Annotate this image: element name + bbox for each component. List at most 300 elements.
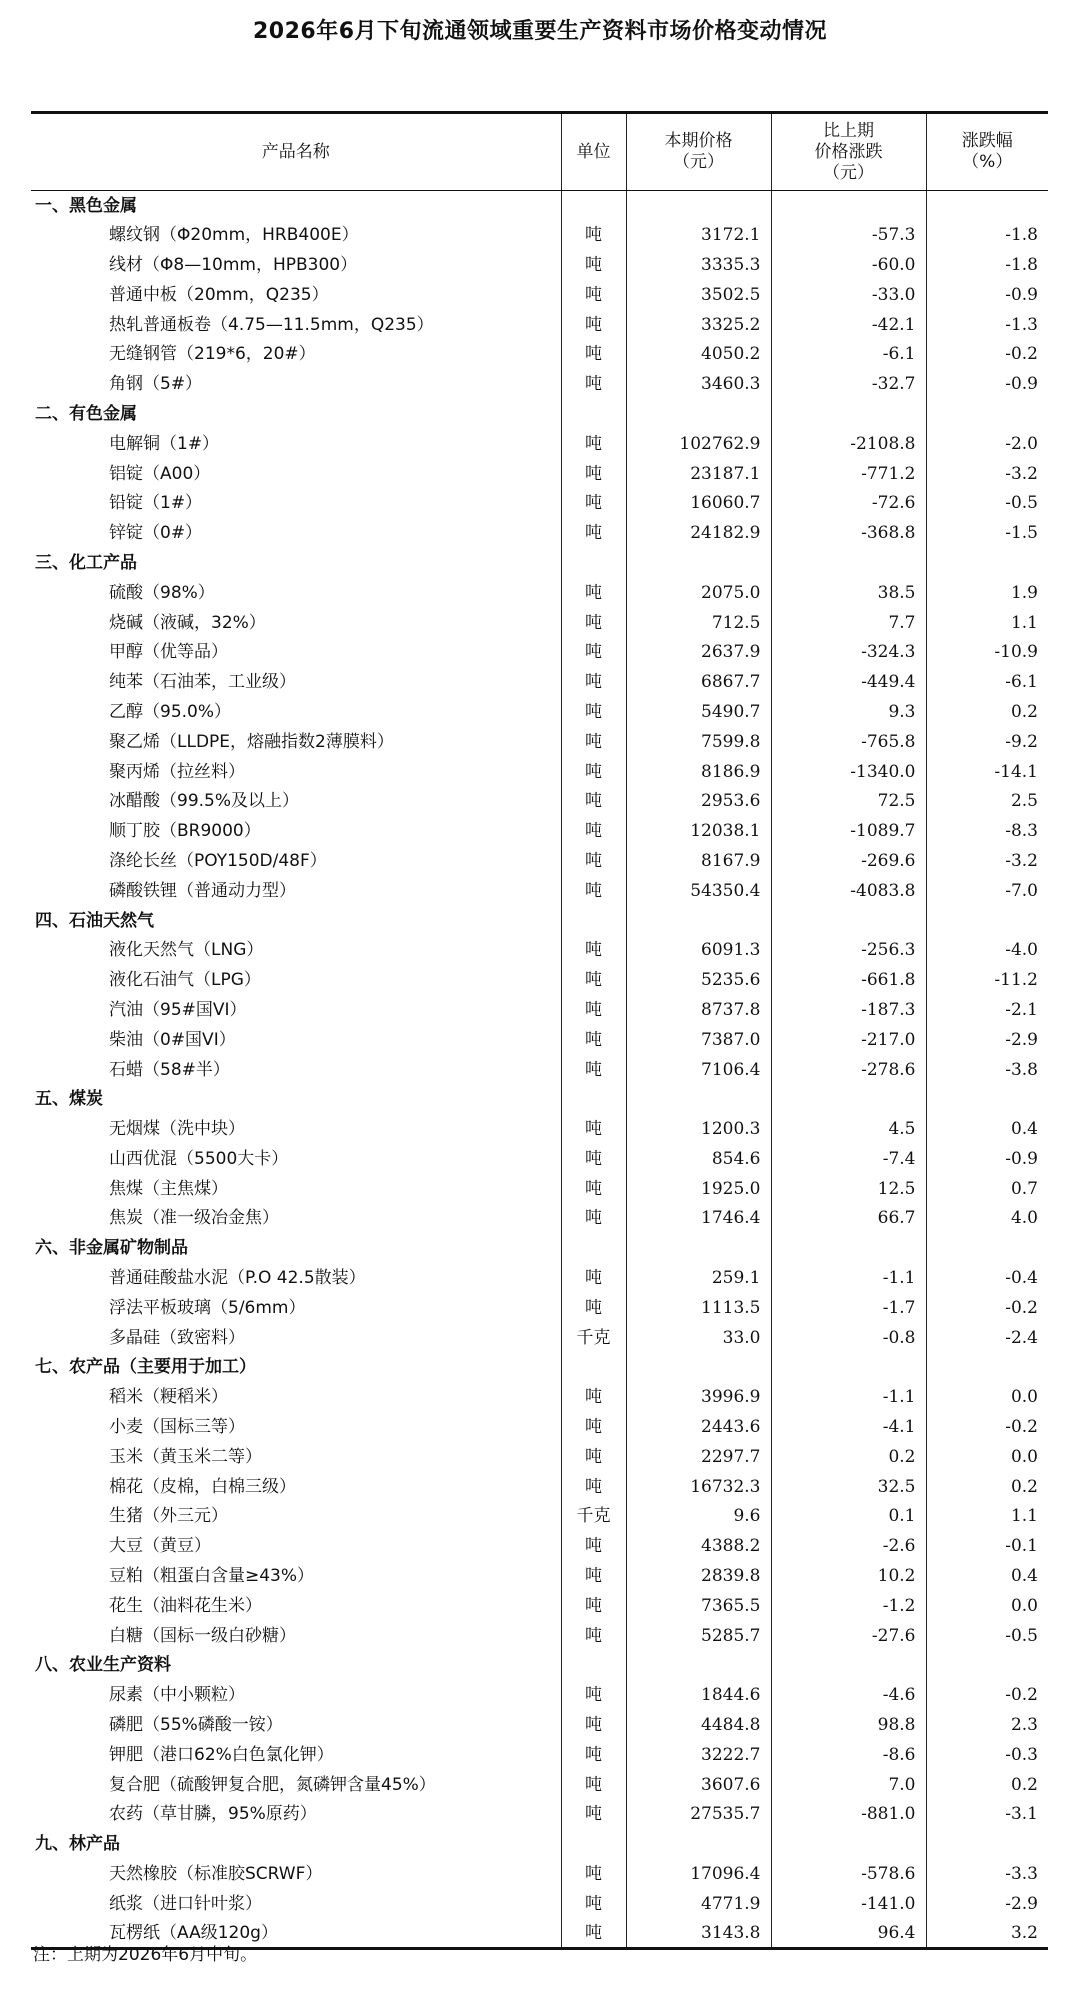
change-cell: 32.5 bbox=[771, 1472, 926, 1502]
price-cell-empty bbox=[626, 906, 771, 936]
unit-cell: 吨 bbox=[561, 1561, 626, 1591]
category-row bbox=[31, 1233, 1048, 1263]
price-cell: 259.1 bbox=[626, 1263, 771, 1293]
percent-cell-empty bbox=[926, 1084, 1048, 1114]
price-cell-empty bbox=[626, 1829, 771, 1859]
price-cell: 6867.7 bbox=[626, 667, 771, 697]
product-name: 柴油（0#国VI） bbox=[109, 1029, 236, 1050]
change-cell: -33.0 bbox=[771, 280, 926, 310]
header-current-price: 本期价格 （元） bbox=[626, 113, 771, 191]
change-cell: -368.8 bbox=[771, 518, 926, 548]
table-row bbox=[31, 935, 1048, 965]
unit-cell: 吨 bbox=[561, 1204, 626, 1234]
price-cell-empty bbox=[626, 399, 771, 429]
price-cell: 6091.3 bbox=[626, 935, 771, 965]
change-cell: 0.1 bbox=[771, 1502, 926, 1532]
price-cell: 1200.3 bbox=[626, 1114, 771, 1144]
percent-cell-empty bbox=[926, 548, 1048, 578]
table-row bbox=[31, 429, 1048, 459]
unit-cell: 吨 bbox=[561, 1263, 626, 1293]
percent-cell-empty bbox=[926, 1233, 1048, 1263]
unit-cell: 吨 bbox=[561, 1531, 626, 1561]
price-cell: 16060.7 bbox=[626, 488, 771, 518]
change-cell: -1.2 bbox=[771, 1591, 926, 1621]
table-row bbox=[31, 846, 1048, 876]
unit-cell: 吨 bbox=[561, 1710, 626, 1740]
change-cell: -881.0 bbox=[771, 1800, 926, 1830]
table-row bbox=[31, 1561, 1048, 1591]
table-row bbox=[31, 459, 1048, 489]
unit-cell: 千克 bbox=[561, 1323, 626, 1353]
table-row bbox=[31, 1770, 1048, 1800]
change-cell: -6.1 bbox=[771, 339, 926, 369]
product-name: 热轧普通板卷（4.75—11.5mm，Q235） bbox=[109, 314, 434, 335]
product-name: 瓦楞纸（AA级120g） bbox=[109, 1922, 278, 1943]
change-cell: 98.8 bbox=[771, 1710, 926, 1740]
table-row bbox=[31, 1293, 1048, 1323]
price-cell: 3335.3 bbox=[626, 250, 771, 280]
category-name: 三、化工产品 bbox=[35, 552, 137, 573]
change-cell: -2.6 bbox=[771, 1531, 926, 1561]
table-row bbox=[31, 697, 1048, 727]
product-name: 山西优混（5500大卡） bbox=[109, 1148, 289, 1169]
price-cell: 3172.1 bbox=[626, 220, 771, 250]
change-cell: -32.7 bbox=[771, 369, 926, 399]
change-cell: -1089.7 bbox=[771, 816, 926, 846]
table-row bbox=[31, 786, 1048, 816]
category-row bbox=[31, 906, 1048, 936]
table-row bbox=[31, 1591, 1048, 1621]
product-name: 棉花（皮棉，白棉三级） bbox=[109, 1476, 296, 1497]
unit-cell: 吨 bbox=[561, 1442, 626, 1472]
category-row bbox=[31, 1829, 1048, 1859]
product-name: 铅锭（1#） bbox=[109, 493, 203, 514]
percent-cell: -9.2 bbox=[926, 727, 1048, 757]
unit-cell-empty bbox=[561, 1829, 626, 1859]
price-cell: 3222.7 bbox=[626, 1740, 771, 1770]
product-name: 硫酸（98%） bbox=[109, 582, 215, 603]
percent-cell: 0.0 bbox=[926, 1591, 1048, 1621]
price-cell: 9.6 bbox=[626, 1502, 771, 1532]
price-cell: 3325.2 bbox=[626, 310, 771, 340]
table-row bbox=[31, 1621, 1048, 1651]
price-cell: 27535.7 bbox=[626, 1800, 771, 1830]
percent-cell: -0.5 bbox=[926, 488, 1048, 518]
price-cell: 1113.5 bbox=[626, 1293, 771, 1323]
category-row bbox=[31, 191, 1048, 221]
product-name: 电解铜（1#） bbox=[109, 433, 220, 454]
percent-cell: 0.4 bbox=[926, 1114, 1048, 1144]
percent-cell: -2.1 bbox=[926, 995, 1048, 1025]
price-cell: 33.0 bbox=[626, 1323, 771, 1353]
header-change-percent: 涨跌幅 （%） bbox=[926, 113, 1048, 191]
table-row bbox=[31, 876, 1048, 906]
change-cell: -578.6 bbox=[771, 1859, 926, 1889]
table-row bbox=[31, 1889, 1048, 1919]
table-row bbox=[31, 757, 1048, 787]
table-row bbox=[31, 1174, 1048, 1204]
table-row bbox=[31, 488, 1048, 518]
change-cell: -771.2 bbox=[771, 459, 926, 489]
table-row bbox=[31, 339, 1048, 369]
percent-cell: 0.2 bbox=[926, 1770, 1048, 1800]
product-name: 花生（油料花生米） bbox=[109, 1595, 262, 1616]
change-cell-empty bbox=[771, 906, 926, 936]
product-name: 汽油（95#国VI） bbox=[109, 999, 247, 1020]
table-row bbox=[31, 608, 1048, 638]
unit-cell: 吨 bbox=[561, 1412, 626, 1442]
product-name: 冰醋酸（99.5%及以上） bbox=[109, 791, 300, 812]
price-cell: 5285.7 bbox=[626, 1621, 771, 1651]
unit-cell: 千克 bbox=[561, 1502, 626, 1532]
table-body bbox=[31, 191, 1048, 1949]
table-row bbox=[31, 1502, 1048, 1532]
percent-cell-empty bbox=[926, 1829, 1048, 1859]
unit-cell: 吨 bbox=[561, 280, 626, 310]
percent-cell: 1.1 bbox=[926, 608, 1048, 638]
price-cell: 2637.9 bbox=[626, 637, 771, 667]
unit-cell: 吨 bbox=[561, 1293, 626, 1323]
percent-cell: 2.3 bbox=[926, 1710, 1048, 1740]
table-row bbox=[31, 518, 1048, 548]
table-row bbox=[31, 667, 1048, 697]
price-cell: 102762.9 bbox=[626, 429, 771, 459]
change-cell: -4.6 bbox=[771, 1680, 926, 1710]
table-row bbox=[31, 995, 1048, 1025]
price-cell-empty bbox=[626, 1353, 771, 1383]
product-name: 磷酸铁锂（普通动力型） bbox=[109, 880, 296, 901]
unit-cell: 吨 bbox=[561, 250, 626, 280]
percent-cell: -1.8 bbox=[926, 250, 1048, 280]
unit-cell: 吨 bbox=[561, 429, 626, 459]
unit-cell: 吨 bbox=[561, 1591, 626, 1621]
category-name: 九、林产品 bbox=[35, 1834, 120, 1855]
table-row bbox=[31, 1531, 1048, 1561]
percent-cell: -0.9 bbox=[926, 1144, 1048, 1174]
percent-cell-empty bbox=[926, 1651, 1048, 1681]
price-table bbox=[31, 111, 1048, 1950]
percent-cell: -0.9 bbox=[926, 280, 1048, 310]
category-name: 五、煤炭 bbox=[35, 1089, 103, 1110]
percent-cell: -1.8 bbox=[926, 220, 1048, 250]
unit-cell-empty bbox=[561, 1233, 626, 1263]
percent-cell: 0.2 bbox=[926, 697, 1048, 727]
product-name: 磷肥（55%磷酸一铵） bbox=[109, 1715, 283, 1736]
price-cell: 8737.8 bbox=[626, 995, 771, 1025]
product-name: 浮法平板玻璃（5/6mm） bbox=[109, 1297, 306, 1318]
table-row bbox=[31, 1740, 1048, 1770]
price-cell-empty bbox=[626, 1233, 771, 1263]
product-name: 无烟煤（洗中块） bbox=[109, 1119, 245, 1140]
change-cell: -269.6 bbox=[771, 846, 926, 876]
product-name: 普通中板（20mm，Q235） bbox=[109, 284, 329, 305]
product-name: 小麦（国标三等） bbox=[109, 1417, 245, 1438]
unit-cell: 吨 bbox=[561, 1859, 626, 1889]
unit-cell: 吨 bbox=[561, 1055, 626, 1085]
product-name: 涤纶长丝（POY150D/48F） bbox=[109, 850, 327, 871]
percent-cell: -3.8 bbox=[926, 1055, 1048, 1085]
percent-cell: 1.9 bbox=[926, 578, 1048, 608]
price-cell: 5490.7 bbox=[626, 697, 771, 727]
percent-cell: 0.0 bbox=[926, 1442, 1048, 1472]
table-row bbox=[31, 1025, 1048, 1055]
price-cell: 3143.8 bbox=[626, 1919, 771, 1949]
price-cell: 3996.9 bbox=[626, 1382, 771, 1412]
table-row bbox=[31, 1859, 1048, 1889]
percent-cell: -0.5 bbox=[926, 1621, 1048, 1651]
percent-cell: -11.2 bbox=[926, 965, 1048, 995]
category-row bbox=[31, 1353, 1048, 1383]
price-cell: 4771.9 bbox=[626, 1889, 771, 1919]
table-row bbox=[31, 1800, 1048, 1830]
price-cell: 1746.4 bbox=[626, 1204, 771, 1234]
percent-cell: 0.2 bbox=[926, 1472, 1048, 1502]
change-cell: -27.6 bbox=[771, 1621, 926, 1651]
product-name: 螺纹钢（Φ20mm，HRB400E） bbox=[109, 225, 359, 246]
price-cell: 3502.5 bbox=[626, 280, 771, 310]
change-cell: -217.0 bbox=[771, 1025, 926, 1055]
price-cell: 4050.2 bbox=[626, 339, 771, 369]
change-cell: -42.1 bbox=[771, 310, 926, 340]
change-cell: -1340.0 bbox=[771, 757, 926, 787]
percent-cell: -0.2 bbox=[926, 339, 1048, 369]
price-cell: 7387.0 bbox=[626, 1025, 771, 1055]
change-cell: 4.5 bbox=[771, 1114, 926, 1144]
change-cell: -1.1 bbox=[771, 1382, 926, 1412]
percent-cell: -0.2 bbox=[926, 1680, 1048, 1710]
unit-cell-empty bbox=[561, 399, 626, 429]
product-name: 顺丁胶（BR9000） bbox=[109, 821, 261, 842]
table-row bbox=[31, 578, 1048, 608]
product-name: 玉米（黄玉米二等） bbox=[109, 1446, 262, 1467]
percent-cell-empty bbox=[926, 191, 1048, 221]
category-row bbox=[31, 1651, 1048, 1681]
table-row bbox=[31, 310, 1048, 340]
unit-cell: 吨 bbox=[561, 518, 626, 548]
table-row bbox=[31, 1382, 1048, 1412]
unit-cell: 吨 bbox=[561, 1114, 626, 1144]
table-row bbox=[31, 1204, 1048, 1234]
unit-cell: 吨 bbox=[561, 488, 626, 518]
price-cell: 23187.1 bbox=[626, 459, 771, 489]
unit-cell: 吨 bbox=[561, 1621, 626, 1651]
unit-cell: 吨 bbox=[561, 1472, 626, 1502]
price-cell-empty bbox=[626, 1084, 771, 1114]
price-cell: 2297.7 bbox=[626, 1442, 771, 1472]
percent-cell: -3.2 bbox=[926, 459, 1048, 489]
product-name: 稻米（粳稻米） bbox=[109, 1387, 228, 1408]
percent-cell: 4.0 bbox=[926, 1204, 1048, 1234]
price-cell: 17096.4 bbox=[626, 1859, 771, 1889]
table-row bbox=[31, 727, 1048, 757]
product-name: 角钢（5#） bbox=[109, 374, 203, 395]
percent-cell: -1.5 bbox=[926, 518, 1048, 548]
unit-cell: 吨 bbox=[561, 1680, 626, 1710]
change-cell: 38.5 bbox=[771, 578, 926, 608]
product-name: 白糖（国标一级白砂糖） bbox=[109, 1625, 296, 1646]
product-name: 纯苯（石油苯，工业级） bbox=[109, 672, 296, 693]
unit-cell: 吨 bbox=[561, 459, 626, 489]
change-cell: -72.6 bbox=[771, 488, 926, 518]
table-row bbox=[31, 369, 1048, 399]
product-name: 钾肥（港口62%白色氯化钾） bbox=[109, 1744, 334, 1765]
price-cell: 8167.9 bbox=[626, 846, 771, 876]
table-row bbox=[31, 1323, 1048, 1353]
change-cell: -141.0 bbox=[771, 1889, 926, 1919]
percent-cell: -7.0 bbox=[926, 876, 1048, 906]
category-name: 二、有色金属 bbox=[35, 403, 137, 424]
unit-cell: 吨 bbox=[561, 1025, 626, 1055]
change-cell-empty bbox=[771, 1233, 926, 1263]
change-cell: 7.7 bbox=[771, 608, 926, 638]
unit-cell: 吨 bbox=[561, 637, 626, 667]
product-name: 尿素（中小颗粒） bbox=[109, 1685, 245, 1706]
product-name: 液化天然气（LNG） bbox=[109, 940, 264, 961]
percent-cell: -14.1 bbox=[926, 757, 1048, 787]
change-cell: 7.0 bbox=[771, 1770, 926, 1800]
product-name: 多晶硅（致密料） bbox=[109, 1327, 245, 1348]
percent-cell: -0.1 bbox=[926, 1531, 1048, 1561]
table-row bbox=[31, 250, 1048, 280]
change-cell: -2108.8 bbox=[771, 429, 926, 459]
percent-cell-empty bbox=[926, 1353, 1048, 1383]
unit-cell: 吨 bbox=[561, 667, 626, 697]
percent-cell: -8.3 bbox=[926, 816, 1048, 846]
page-title: 2026年6月下旬流通领域重要生产资料市场价格变动情况 bbox=[252, 19, 828, 44]
price-cell: 3607.6 bbox=[626, 1770, 771, 1800]
percent-cell: -3.2 bbox=[926, 846, 1048, 876]
product-name: 铝锭（A00） bbox=[109, 463, 211, 484]
change-cell: -661.8 bbox=[771, 965, 926, 995]
product-name: 聚丙烯（拉丝料） bbox=[109, 761, 245, 782]
change-cell-empty bbox=[771, 191, 926, 221]
product-name: 线材（Φ8—10mm，HPB300） bbox=[109, 254, 358, 275]
change-cell: -449.4 bbox=[771, 667, 926, 697]
unit-cell-empty bbox=[561, 1084, 626, 1114]
percent-cell: -3.3 bbox=[926, 1859, 1048, 1889]
change-cell: -765.8 bbox=[771, 727, 926, 757]
product-name: 农药（草甘膦，95%原药） bbox=[109, 1804, 317, 1825]
header-price-change: 比上期 价格涨跌 （元） bbox=[771, 113, 926, 191]
unit-cell: 吨 bbox=[561, 786, 626, 816]
change-cell: -278.6 bbox=[771, 1055, 926, 1085]
unit-cell: 吨 bbox=[561, 578, 626, 608]
table-row bbox=[31, 1263, 1048, 1293]
price-cell: 7106.4 bbox=[626, 1055, 771, 1085]
change-cell: -187.3 bbox=[771, 995, 926, 1025]
price-cell: 3460.3 bbox=[626, 369, 771, 399]
price-cell: 2953.6 bbox=[626, 786, 771, 816]
unit-cell: 吨 bbox=[561, 995, 626, 1025]
percent-cell: -2.0 bbox=[926, 429, 1048, 459]
product-name: 复合肥（硫酸钾复合肥，氮磷钾含量45%） bbox=[109, 1774, 436, 1795]
percent-cell: 2.5 bbox=[926, 786, 1048, 816]
unit-cell: 吨 bbox=[561, 1174, 626, 1204]
table-row bbox=[31, 1710, 1048, 1740]
product-name: 液化石油气（LPG） bbox=[109, 970, 261, 991]
category-row bbox=[31, 548, 1048, 578]
product-name: 生猪（外三元） bbox=[109, 1506, 228, 1527]
percent-cell: -0.4 bbox=[926, 1263, 1048, 1293]
percent-cell-empty bbox=[926, 906, 1048, 936]
table-row bbox=[31, 1442, 1048, 1472]
change-cell: 0.2 bbox=[771, 1442, 926, 1472]
percent-cell: -0.2 bbox=[926, 1293, 1048, 1323]
product-name: 焦炭（准一级冶金焦） bbox=[109, 1208, 279, 1229]
price-cell: 4484.8 bbox=[626, 1710, 771, 1740]
table-row bbox=[31, 1680, 1048, 1710]
change-cell-empty bbox=[771, 1829, 926, 1859]
unit-cell: 吨 bbox=[561, 1740, 626, 1770]
percent-cell: -2.4 bbox=[926, 1323, 1048, 1353]
table-row bbox=[31, 965, 1048, 995]
percent-cell: 0.7 bbox=[926, 1174, 1048, 1204]
price-cell: 7599.8 bbox=[626, 727, 771, 757]
change-cell: 9.3 bbox=[771, 697, 926, 727]
price-cell: 2839.8 bbox=[626, 1561, 771, 1591]
price-cell-empty bbox=[626, 548, 771, 578]
product-name: 聚乙烯（LLDPE，熔融指数2薄膜料） bbox=[109, 731, 394, 752]
unit-cell: 吨 bbox=[561, 757, 626, 787]
unit-cell: 吨 bbox=[561, 220, 626, 250]
table-row bbox=[31, 637, 1048, 667]
change-cell: 10.2 bbox=[771, 1561, 926, 1591]
change-cell: -7.4 bbox=[771, 1144, 926, 1174]
product-name: 石蜡（58#半） bbox=[109, 1059, 230, 1080]
price-cell: 2075.0 bbox=[626, 578, 771, 608]
category-row bbox=[31, 1084, 1048, 1114]
price-cell: 54350.4 bbox=[626, 876, 771, 906]
unit-cell: 吨 bbox=[561, 965, 626, 995]
unit-cell: 吨 bbox=[561, 1889, 626, 1919]
change-cell-empty bbox=[771, 399, 926, 429]
product-name: 豆粕（粗蛋白含量≥43%） bbox=[109, 1566, 315, 1587]
percent-cell: 3.2 bbox=[926, 1919, 1048, 1949]
percent-cell: -2.9 bbox=[926, 1889, 1048, 1919]
price-cell: 5235.6 bbox=[626, 965, 771, 995]
percent-cell: -10.9 bbox=[926, 637, 1048, 667]
percent-cell: -6.1 bbox=[926, 667, 1048, 697]
price-cell: 854.6 bbox=[626, 1144, 771, 1174]
percent-cell: -4.0 bbox=[926, 935, 1048, 965]
price-cell: 1844.6 bbox=[626, 1680, 771, 1710]
unit-cell-empty bbox=[561, 1651, 626, 1681]
percent-cell: -1.3 bbox=[926, 310, 1048, 340]
table-row bbox=[31, 1055, 1048, 1085]
product-name: 大豆（黄豆） bbox=[109, 1536, 211, 1557]
price-cell-empty bbox=[626, 191, 771, 221]
change-cell: -4.1 bbox=[771, 1412, 926, 1442]
header-product-name: 产品名称 bbox=[31, 113, 561, 191]
category-name: 八、农业生产资料 bbox=[35, 1655, 171, 1676]
category-row bbox=[31, 399, 1048, 429]
product-name: 锌锭（0#） bbox=[109, 523, 203, 544]
unit-cell-empty bbox=[561, 548, 626, 578]
price-cell: 16732.3 bbox=[626, 1472, 771, 1502]
change-cell-empty bbox=[771, 1651, 926, 1681]
price-cell: 12038.1 bbox=[626, 816, 771, 846]
price-cell: 8186.9 bbox=[626, 757, 771, 787]
category-name: 七、农产品（主要用于加工） bbox=[35, 1357, 256, 1378]
unit-cell: 吨 bbox=[561, 727, 626, 757]
table-row bbox=[31, 1144, 1048, 1174]
unit-cell: 吨 bbox=[561, 1382, 626, 1412]
price-cell: 1925.0 bbox=[626, 1174, 771, 1204]
unit-cell: 吨 bbox=[561, 1800, 626, 1830]
product-name: 无缝钢管（219*6，20#） bbox=[109, 344, 316, 365]
table-row bbox=[31, 816, 1048, 846]
change-cell: -256.3 bbox=[771, 935, 926, 965]
